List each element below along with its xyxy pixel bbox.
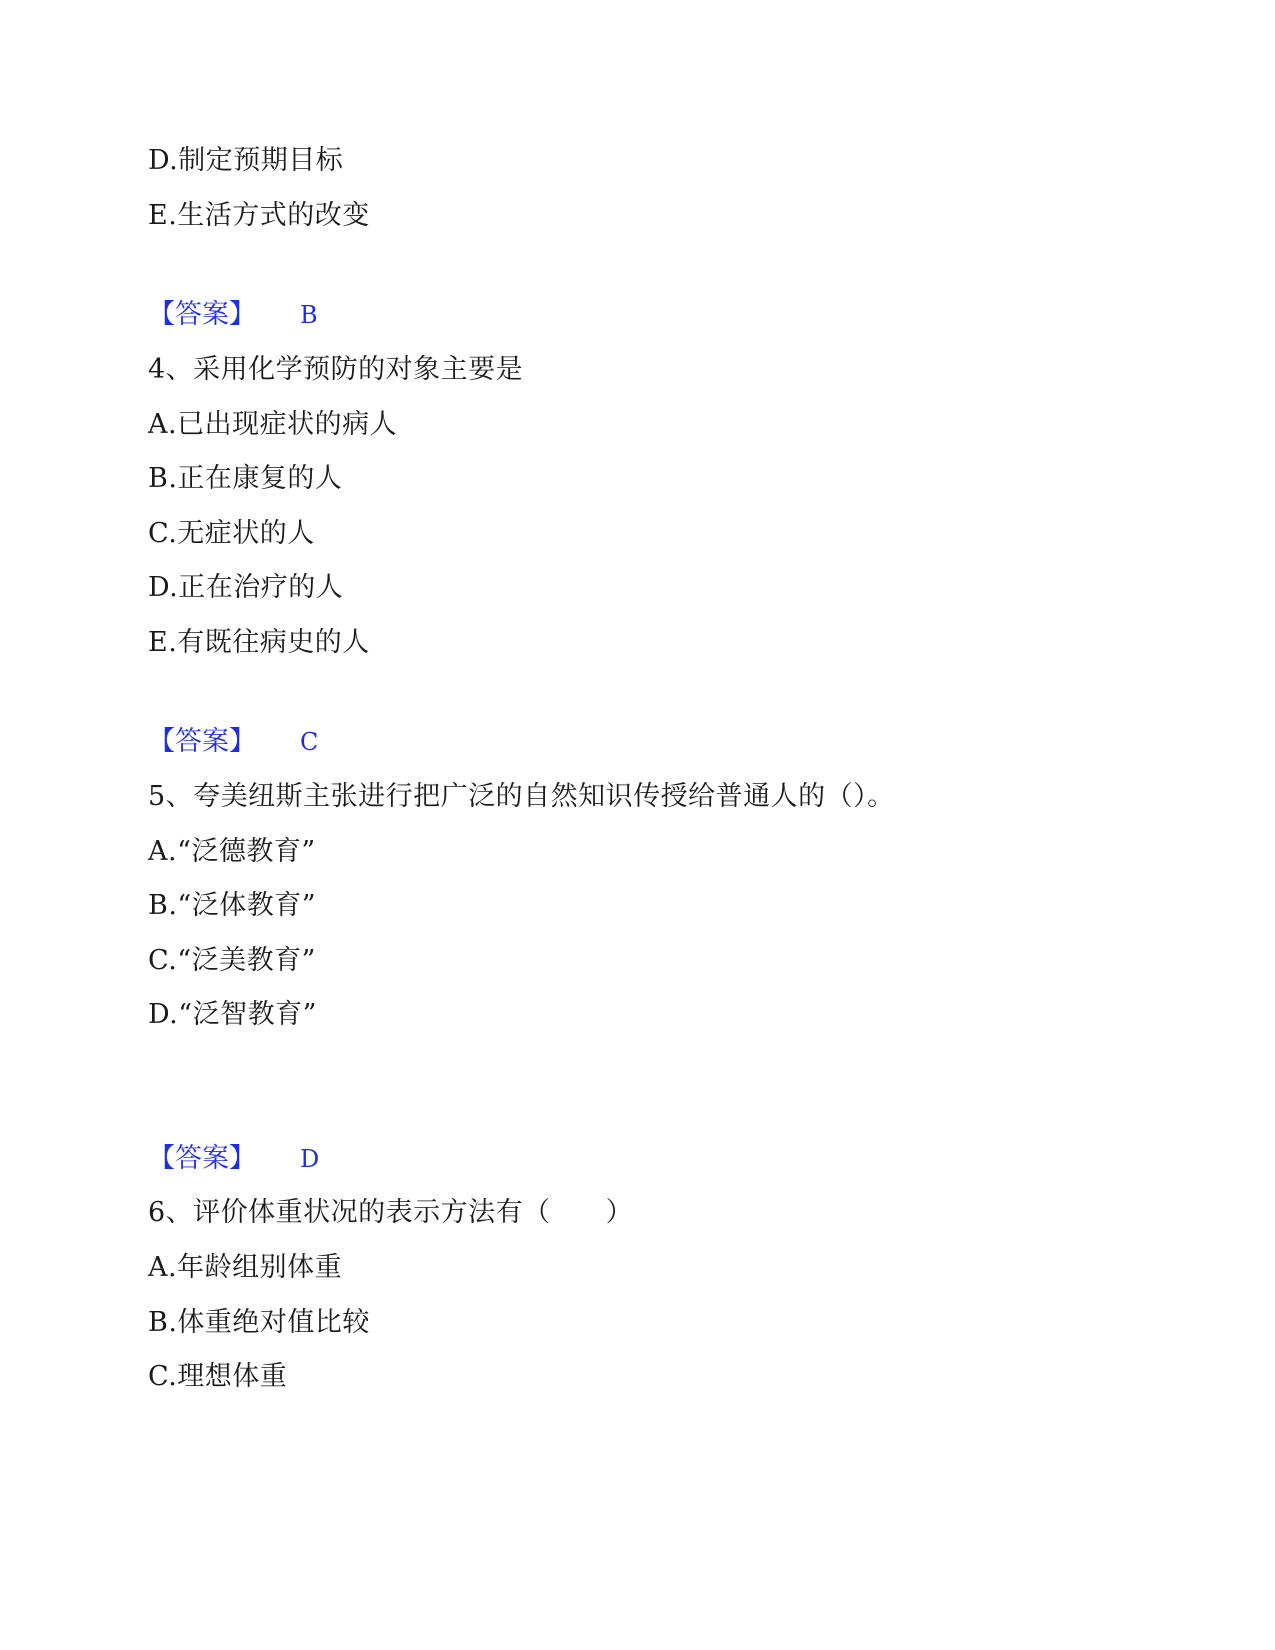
q5-option-a: A.“泛德教育” [148,836,316,867]
answer-value: B [300,301,318,329]
q4-question: 4、采用化学预防的对象主要是 [148,354,524,385]
q6-question: 6、评价体重状况的表示方法有（ ） [148,1197,634,1228]
q6-option-c: C.理想体重 [148,1361,288,1392]
q5-answer [148,1142,319,1176]
answer-value: D [300,1145,320,1173]
q5-option-b: B.“泛体教育” [148,890,317,921]
q5-question: 5、夸美纽斯主张进行把广泛的自然知识传授给普通人的（）。 [148,781,895,812]
q5-option-c: C.“泛美教育” [148,945,316,976]
q3-option-e: E.生活方式的改变 [148,200,370,231]
q4-option-a: A.已出现症状的病人 [148,409,398,440]
q4-option-d: D.正在治疗的人 [148,572,344,603]
answer-value: C [300,728,319,756]
answer-label: 【答案】 [148,726,256,757]
q3-answer [148,298,318,332]
q4-answer [148,725,318,759]
answer-label: 【答案】 [148,299,256,330]
answer-label: 【答案】 [148,1143,256,1174]
q6-option-a: A.年龄组别体重 [148,1252,343,1283]
q3-option-d: D.制定预期目标 [148,145,344,176]
q4-option-b: B.正在康复的人 [148,463,343,494]
q4-option-c: C.无症状的人 [148,518,315,549]
q6-option-b: B.体重绝对值比较 [148,1307,370,1338]
q5-option-d: D.“泛智教育” [148,999,317,1030]
q4-option-e: E.有既往病史的人 [148,627,370,658]
